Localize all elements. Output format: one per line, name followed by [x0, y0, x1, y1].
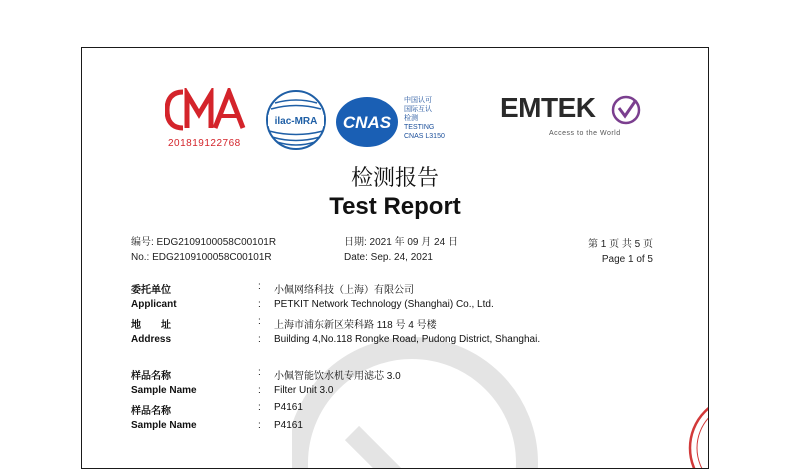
- ilac-text: ilac-MRA: [274, 116, 318, 127]
- emtek-logo-text: EMTEK: [500, 92, 596, 123]
- info-value: 小佩网络科技（上海）有限公司: [274, 285, 414, 296]
- info-value: 小佩智能饮水机专用滤芯 3.0: [274, 371, 401, 382]
- cma-logo-icon: [165, 88, 247, 132]
- report-title-cn: 检测报告: [350, 166, 439, 191]
- info-row: [131, 385, 691, 403]
- cnas-side-text: [404, 96, 445, 141]
- info-colon: :: [258, 367, 261, 378]
- info-label: 样品名称: [131, 406, 171, 417]
- cnas-line-3: 检测: [404, 115, 418, 122]
- info-value: P4161: [274, 419, 303, 431]
- info-value: Filter Unit 3.0: [274, 384, 334, 396]
- info-colon: :: [258, 316, 261, 327]
- info-label: 样品名称: [131, 371, 171, 382]
- info-value: P4161: [274, 402, 303, 413]
- report-title-en: Test Report: [329, 193, 461, 220]
- emtek-tagline: Access to the World: [549, 130, 621, 137]
- info-label: Applicant: [131, 298, 177, 310]
- info-label: Address: [131, 333, 172, 345]
- cnas-text: CNAS: [342, 113, 392, 132]
- cnas-line-1: 中国认可: [404, 97, 432, 104]
- info-row: [131, 367, 691, 385]
- info-colon: :: [258, 384, 261, 396]
- info-row: [131, 299, 691, 317]
- report-date-cn: 日期: 2021 年 09 月 24 日: [344, 237, 458, 248]
- info-value: PETKIT Network Technology (Shanghai) Co., Ltd.: [274, 298, 494, 310]
- emtek-check-icon: [610, 94, 642, 126]
- report-number: [131, 235, 276, 265]
- applicant-info-table: [131, 281, 691, 437]
- info-row: [131, 420, 691, 438]
- info-value: Building 4,No.118 Rongke Road, Pudong District, Shanghai.: [274, 333, 541, 345]
- cnas-line-2: 国际互认: [404, 106, 432, 113]
- info-colon: :: [258, 333, 261, 345]
- info-colon: :: [258, 298, 261, 310]
- cnas-line-4: TESTING: [404, 124, 435, 131]
- info-label: 地 址: [131, 320, 171, 331]
- info-label: Sample Name: [131, 384, 197, 396]
- info-colon: :: [258, 419, 261, 431]
- page-indicator-cn: 第 1 页 共 5 页: [587, 239, 653, 250]
- ilac-mra-logo-icon: [265, 89, 327, 151]
- report-date-en: Date: Sep. 24, 2021: [344, 252, 433, 263]
- cnas-logo-icon: [334, 95, 400, 149]
- info-row: [131, 402, 691, 420]
- report-number-cn: 编号: EDG2109100058C00101R: [131, 237, 277, 248]
- page-indicator-en: Page 1 of 5: [601, 254, 653, 265]
- report-number-en: No.: EDG2109100058C00101R: [131, 252, 272, 263]
- info-label: 委托单位: [131, 285, 171, 296]
- info-row: [131, 316, 691, 334]
- report-date: [344, 235, 458, 265]
- info-label: Sample Name: [131, 419, 197, 431]
- cma-number: 201819122768: [168, 138, 241, 149]
- info-value: 上海市浦东新区荣科路 118 号 4 号楼: [274, 320, 437, 331]
- report-page: [81, 47, 709, 469]
- cnas-line-5: CNAS L3150: [404, 133, 445, 140]
- section-gap: [131, 351, 691, 367]
- page-indicator: [583, 237, 653, 267]
- info-colon: :: [258, 281, 261, 292]
- info-row: [131, 334, 691, 352]
- info-colon: :: [258, 402, 261, 413]
- info-row: [131, 281, 691, 299]
